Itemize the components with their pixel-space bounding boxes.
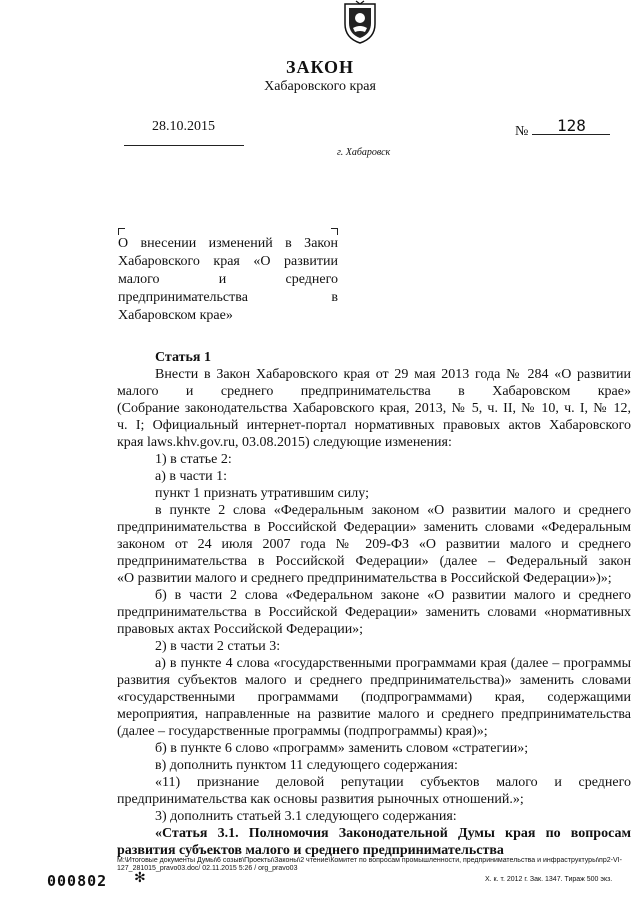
body-line: «11) признание деловой репутации субъектов малого и среднего bbox=[155, 775, 631, 790]
file-path bbox=[117, 857, 632, 873]
body-line: «государственными программами (подпрограммами) края, содержащими bbox=[117, 690, 631, 705]
body-line: «О развитии малого и среднего предпринимательства в Российской Федерации»)»; bbox=[117, 571, 612, 586]
body-line: 3) дополнить статьей 3.1 следующего содержания: bbox=[155, 809, 457, 824]
date-underline bbox=[124, 145, 244, 146]
bracket-right bbox=[331, 228, 338, 235]
body-line: «Статья 3.1. Полномочия Законодательной Думы края по вопросам bbox=[155, 826, 631, 841]
coat-of-arms-icon bbox=[339, 0, 381, 44]
body-line: Внести в Закон Хабаровского края от 29 мая 2013 года № 284 «О развитии bbox=[155, 367, 631, 382]
subject-line: О внесении изменений в Закон bbox=[118, 236, 338, 251]
law-subject bbox=[118, 235, 338, 325]
law-date: 28.10.2015 bbox=[152, 119, 215, 134]
body-line: края laws.khv.gov.ru, 03.08.2015) следующие изменения: bbox=[117, 435, 452, 450]
file-path-line: М:\Итоговые документы Думы\6 созыв\Проекты\Законы\2 чтение\Комитет по вопросам промышленности, предпринимательства и инфраструктуры\пр2-VI- bbox=[117, 857, 622, 864]
body-line: развития субъектов малого и среднего предпринимательства)» заменить словами bbox=[117, 673, 631, 688]
body-line: малого и среднего предпринимательства в Хабаровском крае» bbox=[117, 384, 631, 399]
print-info: Х. к. т. 2012 г. Зак. 1347. Тираж 500 экз. bbox=[485, 876, 613, 883]
body-line: 1) в статье 2: bbox=[155, 452, 232, 467]
body-line: (Собрание законодательства Хабаровского края, 2013, № 5, ч. II, № 10, ч. I, № 12, bbox=[117, 401, 631, 416]
body-line: 2) в части 2 статьи 3: bbox=[155, 639, 281, 654]
body-line: предпринимательства как основы развития рыночных отношений.»; bbox=[117, 792, 524, 807]
body-line: предпринимательства в Российской Федерации» (далее – Федеральный закон bbox=[117, 554, 631, 569]
subject-line: малого и среднего bbox=[118, 272, 338, 287]
law-number: 128 bbox=[557, 116, 586, 135]
body-line: предпринимательства в Российской Федерации» заменить словами «нормативных bbox=[117, 605, 631, 620]
subject-line: Хабаровского края «О развитии bbox=[118, 254, 338, 269]
article-1 bbox=[117, 349, 631, 859]
body-line: правовых актах Российской Федерации»; bbox=[117, 622, 364, 637]
body-line: (далее – государственные программы (подпрограммы) края)»; bbox=[117, 724, 488, 739]
article-heading: Статья 1 bbox=[155, 350, 211, 365]
body-line: развития субъектов малого и среднего предпринимательства bbox=[117, 843, 504, 858]
bracket-left bbox=[118, 228, 125, 235]
number-sign: № bbox=[515, 124, 529, 139]
body-line: мероприятия, направленные на развитие малого и среднего предпринимательства bbox=[117, 707, 631, 722]
body-line: законом от 24 июля 2007 года № 209-ФЗ «О развитии малого и среднего bbox=[117, 537, 631, 552]
law-title: ЗАКОН bbox=[285, 57, 355, 77]
body-line: б) в части 2 слова «Федеральном законе «О развитии малого и среднего bbox=[155, 588, 631, 603]
law-region: Хабаровского края bbox=[264, 79, 376, 94]
body-line: а) в пункте 4 слова «государственными программами края (далее – программы bbox=[155, 656, 631, 671]
body-line: а) в части 1: bbox=[155, 469, 227, 484]
body-line: пункт 1 признать утратившим силу; bbox=[155, 486, 369, 501]
body-line: в пункте 2 слова «Федеральным законом «О развитии малого и среднего bbox=[155, 503, 631, 518]
body-line: ч. I; Официальный интернет-портал нормативных правовых актов Хабаровского bbox=[117, 418, 631, 433]
body-line: б) в пункте 6 слово «программ» заменить словом «стратегии»; bbox=[155, 741, 529, 756]
subject-line: Хабаровском крае» bbox=[118, 308, 233, 323]
asterisk-icon: ✻ bbox=[134, 871, 146, 886]
body-line: в) дополнить пунктом 11 следующего содержания: bbox=[155, 758, 458, 773]
number-underline bbox=[532, 134, 610, 135]
city: г. Хабаровск bbox=[337, 147, 391, 158]
stamp-number: 000802 bbox=[47, 872, 108, 890]
file-path-line: 127_281015_pravo03.doc/ 02.11.2015 5:26 / org_pravo03 bbox=[117, 865, 298, 872]
body-line: предпринимательства в Российской Федерации» заменить словами «Федеральным bbox=[117, 520, 631, 535]
subject-line: предпринимательства в bbox=[118, 290, 338, 305]
